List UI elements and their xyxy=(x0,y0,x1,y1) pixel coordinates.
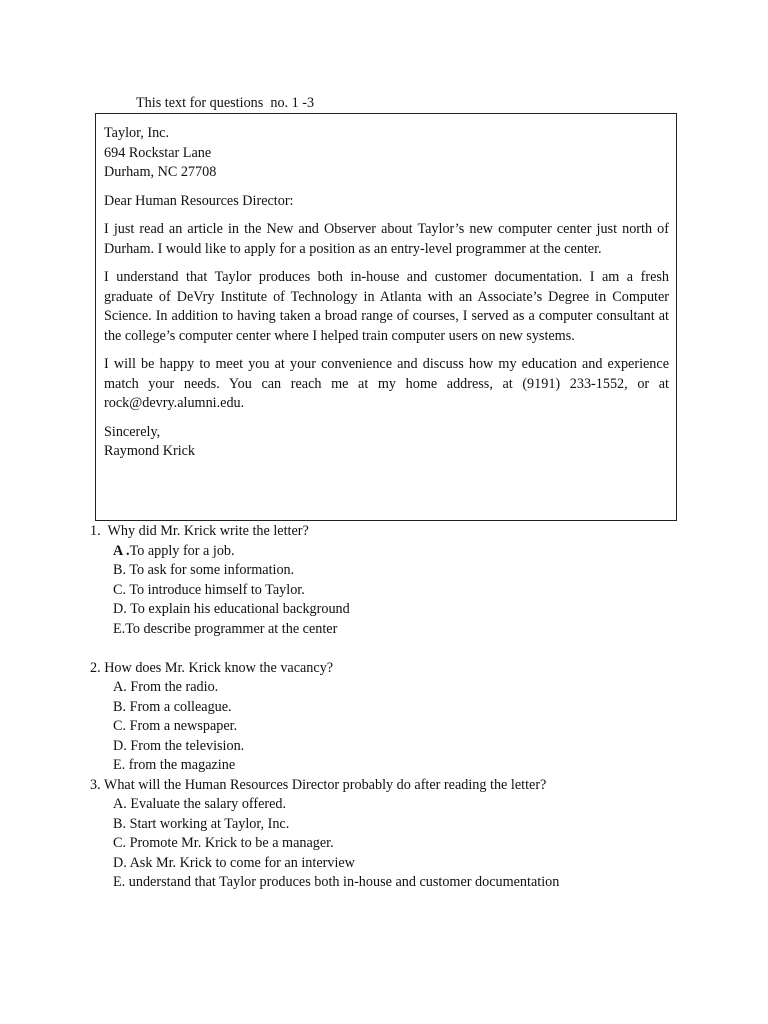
question-3 xyxy=(90,776,730,893)
answer-option-b xyxy=(113,698,730,718)
option-letter: E. xyxy=(113,757,129,773)
option-letter: C. xyxy=(113,581,130,598)
question-2 xyxy=(90,659,730,776)
answer-option-d xyxy=(113,600,730,620)
answer-option-a xyxy=(113,795,730,815)
answer-option-e xyxy=(113,620,730,640)
option-letter: A. xyxy=(113,796,131,812)
option-text: Promote Mr. Krick to be a manager. xyxy=(129,835,334,851)
option-text: To describe programmer at the center xyxy=(125,620,338,637)
option-text: To apply for a job. xyxy=(129,542,235,559)
option-letter: C. xyxy=(113,835,130,851)
answer-option-a xyxy=(113,542,730,562)
question-stem: 3. What will the Human Resources Director probably do after reading the letter? xyxy=(90,776,547,793)
question-stem: 2. How does Mr. Krick know the vacancy? xyxy=(90,659,334,676)
letter-body xyxy=(104,124,669,462)
option-text: From the television. xyxy=(130,737,245,754)
option-text: From a newspaper. xyxy=(129,718,238,734)
answer-option-e xyxy=(113,756,730,776)
answer-option-e xyxy=(113,873,730,893)
option-text: From the radio. xyxy=(130,679,219,695)
answer-option-c xyxy=(113,581,730,601)
question-stem: 1. Why did Mr. Krick write the letter? xyxy=(90,523,309,539)
option-text: Evaluate the salary offered. xyxy=(130,796,287,812)
letter-closing: Sincerely, xyxy=(104,423,161,440)
option-letter: A . xyxy=(113,542,130,559)
answer-option-b xyxy=(113,815,730,835)
answer-option-a xyxy=(113,678,730,698)
address-street: 694 Rockstar Lane xyxy=(104,144,212,161)
option-text: from the magazine xyxy=(128,757,236,773)
address-city: Durham, NC 27708 xyxy=(104,164,217,180)
address-company: Taylor, Inc. xyxy=(104,125,170,141)
option-letter: D. xyxy=(113,737,131,754)
option-text: Start working at Taylor, Inc. xyxy=(129,815,290,832)
option-letter: B. xyxy=(113,698,130,715)
answer-options xyxy=(90,678,730,776)
answer-options xyxy=(90,795,730,893)
option-letter: B. xyxy=(113,815,130,832)
question-1 xyxy=(90,522,730,639)
option-letter: D. xyxy=(113,601,131,617)
option-letter: E. xyxy=(113,874,129,890)
answer-option-d xyxy=(113,854,730,874)
answer-option-c xyxy=(113,834,730,854)
option-text: To ask for some information. xyxy=(129,562,295,578)
letter-paragraph: I just read an article in the New and Observer about Taylor’s new computer center just north of Durham. I would like to apply for a position as an entry-level programmer at the center. xyxy=(104,221,669,257)
option-letter: A. xyxy=(113,679,131,695)
answer-option-d xyxy=(113,737,730,757)
letter-box xyxy=(95,113,677,521)
letter-signature: Raymond Krick xyxy=(104,443,196,459)
option-text: To explain his educational background xyxy=(130,601,350,617)
option-text: understand that Taylor produces both in-house and customer documentation xyxy=(128,874,560,890)
letter-salutation: Dear Human Resources Director: xyxy=(104,192,294,209)
question-list xyxy=(90,522,730,893)
letter-paragraph: I will be happy to meet you at your convenience and discuss how my education and experience match your needs. You can reach me at my home address, at (9191) 233-1552, or at rock@devry.alumni.edu. xyxy=(104,356,669,411)
letter-paragraph: I understand that Taylor produces both in-house and customer documentation. I am a fresh graduate of DeVry Institute of Technology in Atlanta with an Associate’s Degree in Computer Science. In addition to having taken a broad range of courses, I served as a computer consultant at the college’s computer center where I helped train computer users on new systems. xyxy=(104,269,669,344)
option-text: To introduce himself to Taylor. xyxy=(129,581,305,598)
option-letter: B. xyxy=(113,562,130,578)
option-letter: C. xyxy=(113,718,130,734)
answer-options xyxy=(90,542,730,640)
option-text: From a colleague. xyxy=(129,698,232,715)
answer-option-b xyxy=(113,561,730,581)
option-letter: E. xyxy=(113,620,126,637)
option-letter: D. xyxy=(113,854,130,871)
intro-line: This text for questions no. 1 -3 xyxy=(136,95,315,111)
option-text: Ask Mr. Krick to come for an interview xyxy=(129,854,355,871)
answer-option-c xyxy=(113,717,730,737)
